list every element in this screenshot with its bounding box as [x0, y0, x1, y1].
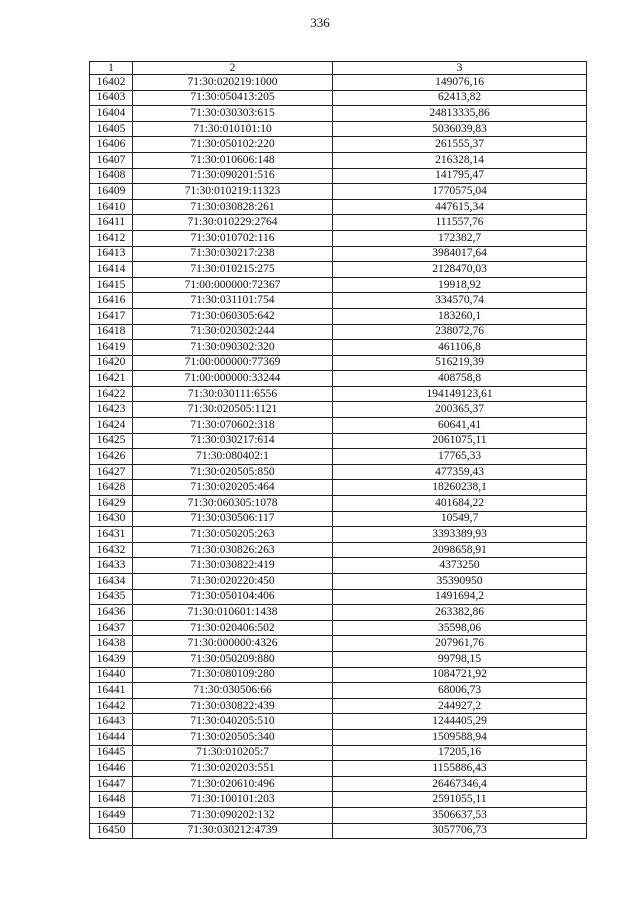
- value-cell: 26467346,4: [333, 776, 587, 792]
- row-number-cell: 16442: [90, 698, 133, 714]
- value-cell: 334570,74: [333, 293, 587, 309]
- value-cell: 10549,7: [333, 511, 587, 527]
- row-number-cell: 16447: [90, 776, 133, 792]
- value-cell: 3057706,73: [333, 823, 587, 839]
- row-number-cell: 16406: [90, 137, 133, 153]
- value-cell: 183260,1: [333, 308, 587, 324]
- cadastral-number-cell: 71:30:080402:1: [133, 449, 333, 465]
- cadastral-number-cell: 71:30:100101:203: [133, 792, 333, 808]
- cadastral-number-cell: 71:30:020505:340: [133, 729, 333, 745]
- row-number-cell: 16409: [90, 184, 133, 200]
- row-number-cell: 16444: [90, 729, 133, 745]
- row-number-cell: 16403: [90, 90, 133, 106]
- value-cell: 2061075,11: [333, 433, 587, 449]
- table-row: [90, 714, 587, 730]
- table-row: [90, 230, 587, 246]
- row-number-cell: 16411: [90, 215, 133, 231]
- table-row: [90, 605, 587, 621]
- table-row: [90, 464, 587, 480]
- row-number-cell: 16423: [90, 402, 133, 418]
- table-row: [90, 152, 587, 168]
- cadastral-number-cell: 71:30:030217:614: [133, 433, 333, 449]
- cadastral-number-cell: 71:30:060305:1078: [133, 496, 333, 512]
- row-number-cell: 16412: [90, 230, 133, 246]
- row-number-cell: 16434: [90, 574, 133, 590]
- row-number-cell: 16430: [90, 511, 133, 527]
- cadastral-number-cell: 71:00:000000:77369: [133, 355, 333, 371]
- row-number-cell: 16433: [90, 558, 133, 574]
- cadastral-number-cell: 71:30:020203:551: [133, 761, 333, 777]
- cadastral-number-cell: 71:30:010219:11323: [133, 184, 333, 200]
- cadastral-number-cell: 71:30:020219:1000: [133, 75, 333, 91]
- value-cell: 401684,22: [333, 496, 587, 512]
- row-number-cell: 16428: [90, 480, 133, 496]
- row-number-cell: 16436: [90, 605, 133, 621]
- value-cell: 1491694,2: [333, 589, 587, 605]
- cadastral-number-cell: 71:30:020505:1121: [133, 402, 333, 418]
- table-row: [90, 636, 587, 652]
- table-row: [90, 761, 587, 777]
- table-row: [90, 121, 587, 137]
- row-number-cell: 16420: [90, 355, 133, 371]
- table-row: [90, 215, 587, 231]
- row-number-cell: 16405: [90, 121, 133, 137]
- value-cell: 99798,15: [333, 651, 587, 667]
- row-number-cell: 16432: [90, 542, 133, 558]
- cadastral-number-cell: 71:30:030217:238: [133, 246, 333, 262]
- table-row: [90, 355, 587, 371]
- cadastral-number-cell: 71:30:030826:263: [133, 542, 333, 558]
- value-cell: 68006,73: [333, 683, 587, 699]
- cadastral-number-cell: 71:30:031101:754: [133, 293, 333, 309]
- row-number-cell: 16439: [90, 651, 133, 667]
- table-row: [90, 418, 587, 434]
- cadastral-number-cell: 71:30:010606:148: [133, 152, 333, 168]
- row-number-cell: 16440: [90, 667, 133, 683]
- value-cell: 3506637,53: [333, 807, 587, 823]
- table-row: [90, 589, 587, 605]
- cadastral-number-cell: 71:30:050102:220: [133, 137, 333, 153]
- table-row: [90, 106, 587, 122]
- value-cell: 149076,16: [333, 75, 587, 91]
- value-cell: 1244405,29: [333, 714, 587, 730]
- cadastral-number-cell: 71:30:010702:116: [133, 230, 333, 246]
- row-number-cell: 16408: [90, 168, 133, 184]
- row-number-cell: 16448: [90, 792, 133, 808]
- value-cell: 477359,43: [333, 464, 587, 480]
- value-cell: 447615,34: [333, 199, 587, 215]
- cadastral-number-cell: 71:00:000000:72367: [133, 277, 333, 293]
- row-number-cell: 16410: [90, 199, 133, 215]
- cadastral-number-cell: 71:30:020406:502: [133, 620, 333, 636]
- cadastral-number-cell: 71:30:030111:6556: [133, 386, 333, 402]
- value-cell: 3393389,93: [333, 527, 587, 543]
- row-number-cell: 16419: [90, 340, 133, 356]
- table-row: [90, 807, 587, 823]
- cadastral-number-cell: 71:30:020220:450: [133, 574, 333, 590]
- table-row: [90, 199, 587, 215]
- table-row: [90, 729, 587, 745]
- row-number-cell: 16426: [90, 449, 133, 465]
- value-cell: 1770575,04: [333, 184, 587, 200]
- row-number-cell: 16402: [90, 75, 133, 91]
- page-number: 336: [310, 15, 330, 30]
- table-row: [90, 667, 587, 683]
- row-number-cell: 16435: [90, 589, 133, 605]
- cadastral-number-cell: 71:30:020610:496: [133, 776, 333, 792]
- cadastral-number-cell: 71:30:030822:439: [133, 698, 333, 714]
- row-number-cell: 16443: [90, 714, 133, 730]
- value-cell: 18260238,1: [333, 480, 587, 496]
- cadastral-number-cell: 71:30:010101:10: [133, 121, 333, 137]
- table-row: [90, 542, 587, 558]
- column-header: 3: [333, 62, 587, 75]
- row-number-cell: 16424: [90, 418, 133, 434]
- value-cell: 2591055,11: [333, 792, 587, 808]
- table-row: [90, 792, 587, 808]
- table-row: [90, 620, 587, 636]
- cadastral-number-cell: 71:30:010215:275: [133, 262, 333, 278]
- value-cell: 60641,41: [333, 418, 587, 434]
- cadastral-number-cell: 71:30:000000:4326: [133, 636, 333, 652]
- value-cell: 19918,92: [333, 277, 587, 293]
- table-row: [90, 137, 587, 153]
- value-cell: 200365,37: [333, 402, 587, 418]
- table-body: [90, 75, 587, 839]
- value-cell: 2098658,91: [333, 542, 587, 558]
- table-row: [90, 449, 587, 465]
- row-number-cell: 16413: [90, 246, 133, 262]
- row-number-cell: 16429: [90, 496, 133, 512]
- registry-table: [89, 61, 587, 839]
- cadastral-number-cell: 71:30:010601:1438: [133, 605, 333, 621]
- table-row: [90, 386, 587, 402]
- row-number-cell: 16422: [90, 386, 133, 402]
- row-number-cell: 16407: [90, 152, 133, 168]
- row-number-cell: 16445: [90, 745, 133, 761]
- value-cell: 35390950: [333, 574, 587, 590]
- value-cell: 111557,76: [333, 215, 587, 231]
- value-cell: 35598,06: [333, 620, 587, 636]
- table-row: [90, 480, 587, 496]
- cadastral-number-cell: 71:30:040205:510: [133, 714, 333, 730]
- cadastral-number-cell: 71:30:090201:516: [133, 168, 333, 184]
- table-row: [90, 246, 587, 262]
- cadastral-number-cell: 71:30:010205:7: [133, 745, 333, 761]
- value-cell: 5036039,83: [333, 121, 587, 137]
- cadastral-number-cell: 71:30:090302:320: [133, 340, 333, 356]
- value-cell: 461106,8: [333, 340, 587, 356]
- table-row: [90, 698, 587, 714]
- table-row: [90, 558, 587, 574]
- table-row: [90, 496, 587, 512]
- table-row: [90, 324, 587, 340]
- value-cell: 1084721,92: [333, 667, 587, 683]
- table-row: [90, 308, 587, 324]
- value-cell: 238072,76: [333, 324, 587, 340]
- table-row: [90, 340, 587, 356]
- value-cell: 207961,76: [333, 636, 587, 652]
- table-row: [90, 75, 587, 91]
- value-cell: 261555,37: [333, 137, 587, 153]
- table-row: [90, 262, 587, 278]
- value-cell: 516219,39: [333, 355, 587, 371]
- row-number-cell: 16421: [90, 371, 133, 387]
- row-number-cell: 16446: [90, 761, 133, 777]
- table-row: [90, 683, 587, 699]
- column-header: 2: [133, 62, 333, 75]
- value-cell: 216328,14: [333, 152, 587, 168]
- value-cell: 3984017,64: [333, 246, 587, 262]
- value-cell: 24813335,86: [333, 106, 587, 122]
- row-number-cell: 16437: [90, 620, 133, 636]
- table-row: [90, 651, 587, 667]
- table-row: [90, 293, 587, 309]
- cadastral-number-cell: 71:30:020302:244: [133, 324, 333, 340]
- row-number-cell: 16418: [90, 324, 133, 340]
- table-row: [90, 745, 587, 761]
- row-number-cell: 16450: [90, 823, 133, 839]
- table-row: [90, 371, 587, 387]
- cadastral-number-cell: 71:30:030822:419: [133, 558, 333, 574]
- value-cell: 4373250: [333, 558, 587, 574]
- cadastral-number-cell: 71:30:050413:205: [133, 90, 333, 106]
- row-number-cell: 16427: [90, 464, 133, 480]
- value-cell: 17765,33: [333, 449, 587, 465]
- cadastral-number-cell: 71:30:050104:406: [133, 589, 333, 605]
- cadastral-number-cell: 71:30:060305:642: [133, 308, 333, 324]
- table-row: [90, 402, 587, 418]
- table-row: [90, 90, 587, 106]
- table-row: [90, 776, 587, 792]
- cadastral-number-cell: 71:30:080109:280: [133, 667, 333, 683]
- value-cell: 194149123,61: [333, 386, 587, 402]
- table-row: [90, 433, 587, 449]
- cadastral-number-cell: 71:30:010229:2764: [133, 215, 333, 231]
- table-row: [90, 277, 587, 293]
- value-cell: 1155886,43: [333, 761, 587, 777]
- table-row: [90, 184, 587, 200]
- value-cell: 62413,82: [333, 90, 587, 106]
- row-number-cell: 16431: [90, 527, 133, 543]
- value-cell: 17205,16: [333, 745, 587, 761]
- value-cell: 408758,8: [333, 371, 587, 387]
- cadastral-number-cell: 71:30:070602:318: [133, 418, 333, 434]
- column-header: 1: [90, 62, 133, 75]
- value-cell: 263382,86: [333, 605, 587, 621]
- row-number-cell: 16425: [90, 433, 133, 449]
- cadastral-number-cell: 71:30:020205:464: [133, 480, 333, 496]
- row-number-cell: 16414: [90, 262, 133, 278]
- value-cell: 172382,7: [333, 230, 587, 246]
- cadastral-number-cell: 71:00:000000:33244: [133, 371, 333, 387]
- row-number-cell: 16416: [90, 293, 133, 309]
- cadastral-number-cell: 71:30:050209:880: [133, 651, 333, 667]
- cadastral-number-cell: 71:30:020505:850: [133, 464, 333, 480]
- value-cell: 141795,47: [333, 168, 587, 184]
- cadastral-number-cell: 71:30:050205:263: [133, 527, 333, 543]
- cadastral-number-cell: 71:30:030506:117: [133, 511, 333, 527]
- row-number-cell: 16449: [90, 807, 133, 823]
- cadastral-number-cell: 71:30:030212:4739: [133, 823, 333, 839]
- table-row: [90, 823, 587, 839]
- table-row: [90, 168, 587, 184]
- value-cell: 244927,2: [333, 698, 587, 714]
- value-cell: 2128470,03: [333, 262, 587, 278]
- table-row: [90, 527, 587, 543]
- table-row: [90, 574, 587, 590]
- cadastral-number-cell: 71:30:030303:615: [133, 106, 333, 122]
- row-number-cell: 16438: [90, 636, 133, 652]
- cadastral-number-cell: 71:30:030828:261: [133, 199, 333, 215]
- row-number-cell: 16404: [90, 106, 133, 122]
- header-row: [90, 62, 587, 75]
- cadastral-number-cell: 71:30:090202:132: [133, 807, 333, 823]
- table-row: [90, 511, 587, 527]
- cadastral-number-cell: 71:30:030506:66: [133, 683, 333, 699]
- row-number-cell: 16415: [90, 277, 133, 293]
- value-cell: 1509588,94: [333, 729, 587, 745]
- row-number-cell: 16441: [90, 683, 133, 699]
- row-number-cell: 16417: [90, 308, 133, 324]
